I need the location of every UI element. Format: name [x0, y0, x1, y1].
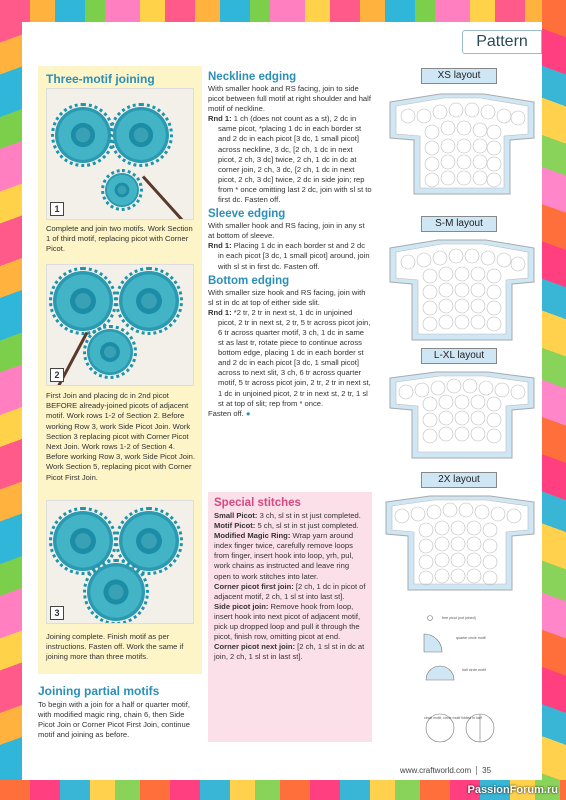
step-number: 3	[50, 606, 64, 620]
partial-motifs-section	[38, 684, 202, 740]
floral-border-right	[542, 0, 566, 800]
stitch-item: Small Picot: 3 ch, sl st in st just completed.	[214, 511, 361, 520]
three-motif-title: Three-motif joining	[46, 72, 155, 86]
neckline-title: Neckline edging	[208, 71, 297, 83]
step-caption-2: First Join and placing dc in 2nd picot BEFORE already-joined picots of adjacent motif. Work rows 1-2 of Section 2. Before working Row 3, work Side Picot Join. Work Section 3 replacing picot with Corner Picot Next Join. Work rows 1-2 of Section 4. Before working Row 3, work Side Picot Join. Work Section 5, replacing picot with Corner Picot First Join.	[46, 391, 195, 482]
half-motif-icon	[426, 666, 454, 680]
quarter-motif-icon	[424, 634, 442, 652]
bottom-title: Bottom edging	[208, 274, 290, 287]
layout-diagram-lxl	[388, 368, 536, 460]
floral-border-top	[0, 0, 566, 22]
free-picot-icon	[428, 616, 433, 621]
footer-url: www.craftworld.com	[400, 766, 472, 775]
stitch-item: Motif Picot: 5 ch, sl st in st just completed.	[214, 521, 359, 531]
step-caption-3: Joining complete. Finish motif as per instructions. Fasten off. Work the same if joining more than three motifs.	[46, 632, 184, 662]
sleeve-intro: With smaller hook and RS facing, join in any st at bottom of sleeve.	[208, 221, 365, 241]
watermark: PassionForum.ru	[467, 784, 558, 796]
stitch-item: Corner picot first join: [2 ch, 1 dc in picot of adjacent motif, 2 ch, 1 sl st into last st].	[214, 581, 366, 601]
neckline-round: Rnd 1: 1 ch (does not count as a st), 2 dc in same picot, *placing 1 dc in each border st and 2 dc in each picot [3 dc, 1 small picot] across neckline, 3 dc, [2 ch, 1 dc in next picot, 2 ch, 3 dc] twice, 2 ch, 1 dc in dc at corner join, 2 ch, 3 dc, [2 ch, 1 dc in next picot, 2 ch, 3 dc] twice, 2 dc in side join; rep from * once omitting last 2 dc, join with sl st to first dc. Fasten off.	[208, 114, 372, 205]
layout-diagram-2x	[384, 492, 536, 592]
legend-label: free picot (not joined)	[442, 616, 476, 620]
three-motif-panel	[38, 66, 202, 674]
layout-label-2x: 2X layout	[421, 472, 497, 488]
bottom-round: Rnd 1: *2 tr, 2 tr in next st, 1 dc in unjoined picot, 2 tr in next st, 2 tr, 5 tr across picot join, 6 tr across quarter motif, 3 ch, 1 dc in same st as last tr, rotate piece to continue across bottom edge, placing 1 dc in each border st and 2 dc in each picot [3 dc, 1 small picot] across to next slit, 3 ch, 6 tr across quarter motif, 5 tr across picot join, 2 tr, 2 tr in next st, 1 dc in unjoined picot, 2 tr in next st, 2 tr, 1 sl st at top of slit; rep from * once.	[208, 307, 371, 408]
edging-instructions	[208, 68, 372, 419]
special-stitches-panel	[208, 492, 372, 742]
legend-label: quarter circle motif	[456, 636, 486, 640]
page-number: 35	[476, 766, 491, 775]
step-photo-1	[46, 88, 194, 220]
legend-diagram	[422, 612, 532, 762]
partial-motifs-title: Joining partial motifs	[38, 684, 160, 698]
step-photo-3	[46, 500, 194, 624]
neckline-intro: With smaller hook and RS facing, join to side picot between full motif at right shoulder and half motif of neckline.	[208, 84, 371, 114]
partial-motifs-text: To begin with a join for a half or quarter motif, with modified magic ring, chain 6, then Side Picot Join or Corner Picot First Join, continue motif and joining as before.	[38, 700, 190, 739]
layout-label-sm: S-M layout	[421, 216, 497, 232]
step-caption-1: Complete and join two motifs. Work Section 1 of third motif, replacing picot with Corner Picot.	[46, 224, 193, 254]
stitch-item: Side picot join: Remove hook from loop, insert hook into next picot of adjacent motif, pick up dropped loop and pull it through the picot, finish row, omitting picot at end.	[214, 601, 361, 642]
layout-label-xs: XS layout	[421, 68, 497, 84]
bottom-intro: With smaller size hook and RS facing, join with sl st in dc at top of either side slit.	[208, 287, 366, 307]
bottom-end: Fasten off. ●	[208, 408, 251, 418]
page-footer	[400, 766, 491, 775]
step-photo-2	[46, 264, 194, 386]
layout-diagram-sm	[388, 236, 536, 342]
stitch-item: Corner picot next join: [2 ch, 1 sl st in dc at join, 2 ch, 1 sl st in last st].	[214, 642, 365, 662]
layout-label-lxl: L-XL layout	[421, 348, 497, 364]
floral-border-left	[0, 0, 22, 800]
legend-label: half circle motif	[462, 668, 486, 672]
stitch-item: Modified Magic Ring: Wrap yarn around index finger twice, carefully remove loops from finger, insert hook into loop, yrh, pul, work chains as instructed and leave ring open to work stitches into later.	[214, 531, 354, 581]
step-number: 1	[50, 202, 64, 216]
sleeve-round: Rnd 1: Placing 1 dc in each border st and 2 dc in each picot [3 dc, 1 small picot] around, join with sl st in first dc. Fasten off.	[208, 241, 370, 271]
sleeve-title: Sleeve edging	[208, 208, 286, 221]
special-stitches-title: Special stitches	[214, 497, 301, 509]
end-marker-icon: ●	[245, 408, 251, 418]
section-tab: Pattern	[462, 30, 542, 54]
legend-label: circle motif, circle motif folded in half	[424, 716, 482, 720]
layout-diagram-xs	[388, 88, 536, 196]
step-number: 2	[50, 368, 64, 382]
